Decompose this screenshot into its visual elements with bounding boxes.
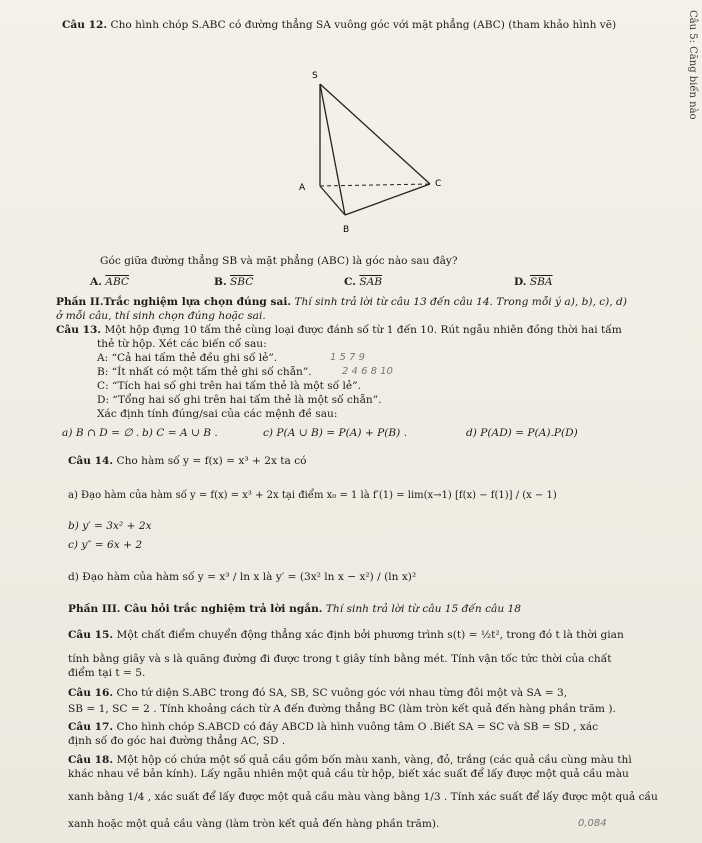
q15-line1: Câu 15. Một chất điểm chuyển động thẳng xác định bởi phương trình s(t) = ½t², trong đó t là thời gian	[68, 629, 624, 641]
part3-heading: Phần III. Câu hỏi trắc nghiệm trả lời ngắn. Thí sinh trả lời từ câu 15 đến câu 18	[68, 603, 522, 615]
q13-event-c: C: “Tích hai số ghi trên hai tấm thẻ là một số lẻ”.	[97, 380, 361, 392]
q12-line	[62, 19, 616, 32]
q13-event-d: D: “Tổng hai số ghi trên hai tấm thẻ là một số chẵn”.	[97, 394, 382, 406]
q13-event-b: B: “Ít nhất có một tấm thẻ ghi số chẵn”.	[97, 366, 312, 378]
part2-heading: Phần II.Trắc nghiệm lựa chọn đúng sai. Thí sinh trả lời từ câu 13 đến câu 14. Trong mỗi ý a), b), c), d)	[56, 296, 627, 308]
q13-line1: Câu 13. Một hộp đựng 10 tấm thẻ cùng loại được đánh số từ 1 đến 10. Rút ngẫu nhiên đồng thời hai tấm	[56, 324, 622, 336]
q13-event-a: A: “Cả hai tấm thẻ đều ghi số lẻ”.	[97, 352, 278, 364]
q14-item-a: a) Đạo hàm của hàm số y = f(x) = x³ + 2x tại điểm x₀ = 1 là f′(1) = lim(x→1) [f(x) − f(1)] / (x − 1)	[68, 490, 557, 501]
q12-option-a: A. $\overline{ABC}$	[90, 276, 130, 288]
handwriting-answer: 0,084	[578, 818, 607, 829]
handwriting-even: 2 4 6 8 10	[342, 366, 393, 377]
q13-item-a: a) B ∩ D = ∅ .	[62, 427, 140, 439]
q13-item-d: d) P(AD) = P(A).P(D)	[466, 427, 578, 439]
q18-line3: xanh bằng 1/4 , xác suất để lấy được một quả cầu màu vàng bằng 1/3 . Tính xác suất để lấy được một quả cầu	[68, 791, 658, 803]
q12-option-c: C. $\overline{SAB}$	[344, 276, 383, 288]
q15-line2: tính bằng giây và s là quãng đường đi được trong t giây tính bằng mét. Tính vận tốc tức thời của chất	[68, 653, 612, 665]
q12-question: Góc giữa đường thẳng SB và mặt phẳng (ABC) là góc nào sau đây?	[100, 255, 458, 267]
edge-ac	[320, 184, 430, 186]
q12-option-d: D. $\overline{SBA}$	[514, 276, 553, 288]
q13-item-b: b) C = A ∪ B .	[142, 427, 218, 439]
q12-option-b: B. $\overline{SBC}$	[214, 276, 254, 288]
edge-bc	[345, 184, 430, 215]
q17-line1: Câu 17. Cho hình chóp S.ABCD có đáy ABCD là hình vuông tâm O .Biết SA = SC và SB = SD , xác	[68, 721, 599, 733]
label-b: B	[343, 225, 350, 235]
label-a: A	[299, 183, 306, 193]
label-c: C	[435, 179, 442, 189]
q16-line2: SB = 1, SC = 2 . Tính khoảng cách từ A đến đường thẳng BC (làm tròn kết quả đến hàng phần trăm ).	[68, 703, 616, 715]
q18-line2: khác nhau về bản kính). Lấy ngẫu nhiên một quả cầu từ hộp, biết xác suất để lấy được một quả cầu màu	[68, 768, 629, 780]
q18-line1: Câu 18. Một hộp có chứa một số quả cầu gồm bốn màu xanh, vàng, đỏ, trắng (các quả cầu cùng màu thì	[68, 754, 632, 766]
q14-item-c: c) y″ = 6x + 2	[68, 539, 143, 551]
margin-note: Câu 5: Căng biến nào	[687, 10, 698, 120]
label-s: S	[312, 71, 318, 81]
q17-line2: định số đo góc hai đường thẳng AC, SD .	[68, 735, 286, 747]
q14-line: Câu 14. Cho hàm số y = f(x) = x³ + 2x ta có	[68, 455, 307, 467]
q18-line4: xanh hoặc một quả cầu vàng (làm tròn kết quả đến hàng phần trăm).	[68, 818, 440, 830]
part2-instruction: ở mỗi câu, thí sinh chọn đúng hoặc sai.	[56, 310, 266, 322]
q13-item-c: c) P(A ∪ B) = P(A) + P(B) .	[263, 427, 408, 439]
q14-item-b: b) y′ = 3x² + 2x	[68, 520, 152, 532]
q16-line1: Câu 16. Cho tứ diện S.ABC trong đó SA, SB, SC vuông góc với nhau từng đôi một và SA = 3,	[68, 687, 568, 699]
q13-prompt: Xác định tính đúng/sai của các mệnh đề sau:	[97, 408, 338, 420]
q12-title: Câu 12.	[62, 19, 108, 31]
q13-line2: thẻ từ hộp. Xét các biến cố sau:	[97, 338, 267, 350]
edge-ab	[320, 186, 345, 215]
handwriting-odd: 1 5 7 9	[330, 352, 365, 363]
q14-item-d: d) Đạo hàm của hàm số y = x³ / ln x là y′ = (3x² ln x − x²) / (ln x)²	[68, 571, 417, 583]
pyramid-figure	[285, 62, 455, 242]
q15-line3: điểm tại t = 5.	[68, 667, 146, 679]
q12-text: Cho hình chóp S.ABC có đường thẳng SA vuông góc với mặt phẳng (ABC) (tham khảo hình vẽ)	[110, 19, 617, 31]
